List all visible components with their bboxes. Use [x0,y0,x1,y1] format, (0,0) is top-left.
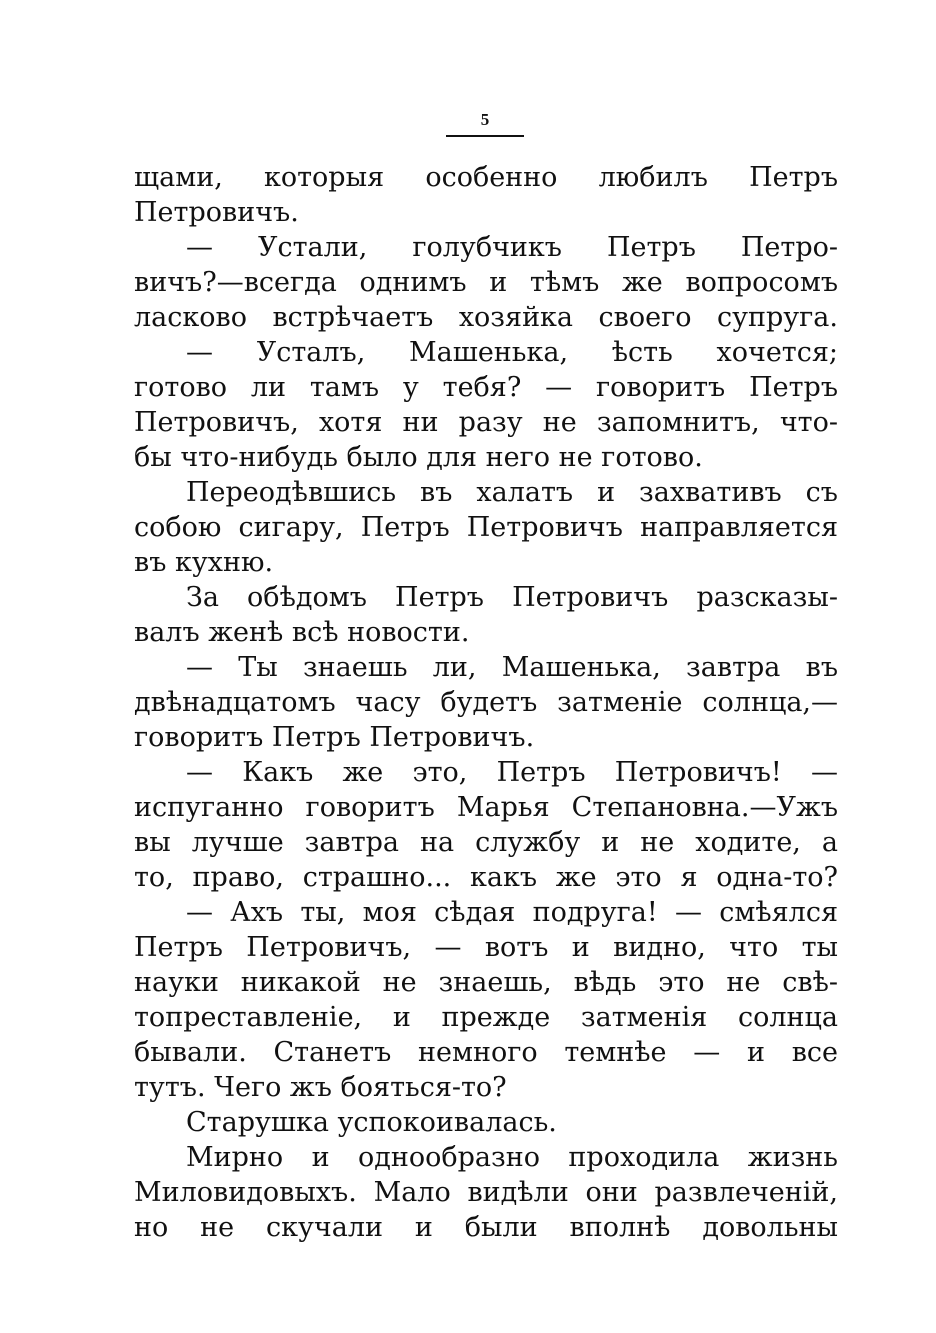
page-header [446,110,524,137]
text-line: За обѣдомъ Петръ Петровичъ разсказы- [186,582,838,613]
text-line: ласково встрѣчаетъ хозяйка своего супруга. [134,302,838,333]
text-line: вичъ?—всегда однимъ и тѣмъ же вопросомъ [134,267,838,298]
text-line: готово ли тамъ у тебя? — говоритъ Петръ [134,372,838,403]
text-line: говоритъ Петръ Петровичъ. [134,722,535,753]
text-line: вы лучше завтра на службу и не ходите, а [134,827,838,858]
text-line: Петровичъ. [134,197,299,228]
text-line: — Усталъ, Машенька, ѣсть хочется; [186,337,838,368]
text-line: тутъ. Чего жъ бояться-то? [134,1072,507,1103]
header-rule [446,135,524,137]
text-line: науки никакой не знаешь, вѣдь это не свѣ- [134,967,838,998]
text-line: — Какъ же это, Петръ Петровичъ! — [186,757,838,788]
text-line: щами, которыя особенно любилъ Петръ [134,162,838,193]
text-line: валъ женѣ всѣ новости. [134,617,470,648]
text-line: Петръ Петровичъ, — вотъ и видно, что ты [134,932,838,963]
text-line: Петровичъ, хотя ни разу не запомнитъ, что- [134,407,838,438]
text-line: — Устали, голубчикъ Петръ Петро- [186,232,838,263]
text-line: испуганно говоритъ Марья Степановна.—Ужъ [134,792,838,823]
text-line: Мирно и однообразно проходила жизнь [186,1142,838,1173]
text-line: двѣнадцатомъ часу будетъ затменіе солнца,— [134,687,838,718]
text-line: въ кухню. [134,547,274,578]
text-line: Старушка успокоивалась. [186,1107,557,1138]
body-text [134,160,838,1245]
text-line: Переодѣвшись въ халатъ и захвативъ съ [186,477,838,508]
text-line: то, право, страшно... какъ же это я одна-то? [134,862,838,893]
text-line: — Ахъ ты, моя сѣдая подруга! — смѣялся [186,897,838,928]
text-line: собою сигару, Петръ Петровичъ направляется [134,512,838,543]
text-line: бы что-нибудь было для него не готово. [134,442,703,473]
text-line: — Ты знаешь ли, Машенька, завтра въ [186,652,838,683]
text-line: Миловидовыхъ. Мало видѣли они развлеченій, [134,1177,838,1208]
text-line: бывали. Станетъ немного темнѣе — и все [134,1037,838,1068]
page-number: 5 [480,110,490,129]
text-line: топреставленіе, и прежде затменія солнца [134,1002,838,1033]
text-line: но не скучали и были вполнѣ довольны [134,1212,838,1243]
